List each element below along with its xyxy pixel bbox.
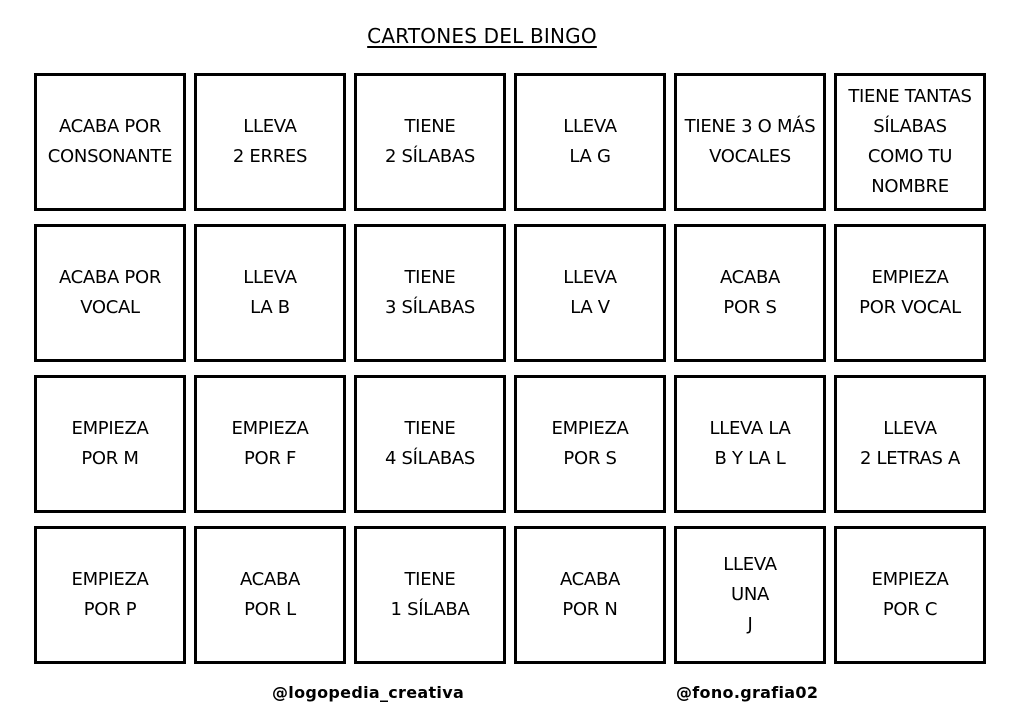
bingo-card: EMPIEZA POR M: [34, 375, 186, 513]
bingo-card: EMPIEZA POR F: [194, 375, 346, 513]
bingo-card: LLEVA 2 ERRES: [194, 73, 346, 211]
bingo-card: LLEVA LA B Y LA L: [674, 375, 826, 513]
bingo-grid: [34, 73, 990, 665]
bingo-card: TIENE 4 SÍLABAS: [354, 375, 506, 513]
bingo-card: EMPIEZA POR C: [834, 526, 986, 664]
bingo-card: ACABA POR S: [674, 224, 826, 362]
bingo-card: ACABA POR CONSONANTE: [34, 73, 186, 211]
bingo-card: EMPIEZA POR S: [514, 375, 666, 513]
bingo-card: TIENE 2 SÍLABAS: [354, 73, 506, 211]
bingo-card: ACABA POR N: [514, 526, 666, 664]
bingo-card: LLEVA LA B: [194, 224, 346, 362]
bingo-card: TIENE 3 O MÁS VOCALES: [674, 73, 826, 211]
bingo-card: EMPIEZA POR VOCAL: [834, 224, 986, 362]
footer-credit-left: @logopedia_creativa: [272, 683, 465, 702]
bingo-card: ACABA POR VOCAL: [34, 224, 186, 362]
bingo-card: ACABA POR L: [194, 526, 346, 664]
bingo-card: EMPIEZA POR P: [34, 526, 186, 664]
bingo-card: TIENE 3 SÍLABAS: [354, 224, 506, 362]
bingo-card: LLEVA LA G: [514, 73, 666, 211]
bingo-card: LLEVA LA V: [514, 224, 666, 362]
page-title: [0, 24, 964, 48]
bingo-card: LLEVA 2 LETRAS A: [834, 375, 986, 513]
page-title-text: CARTONES DEL BINGO: [367, 24, 597, 48]
bingo-card: TIENE TANTAS SÍLABAS COMO TU NOMBRE: [834, 73, 986, 211]
footer-credit-right: @fono.grafia02: [676, 683, 819, 702]
bingo-card: LLEVA UNA J: [674, 526, 826, 664]
bingo-card: TIENE 1 SÍLABA: [354, 526, 506, 664]
